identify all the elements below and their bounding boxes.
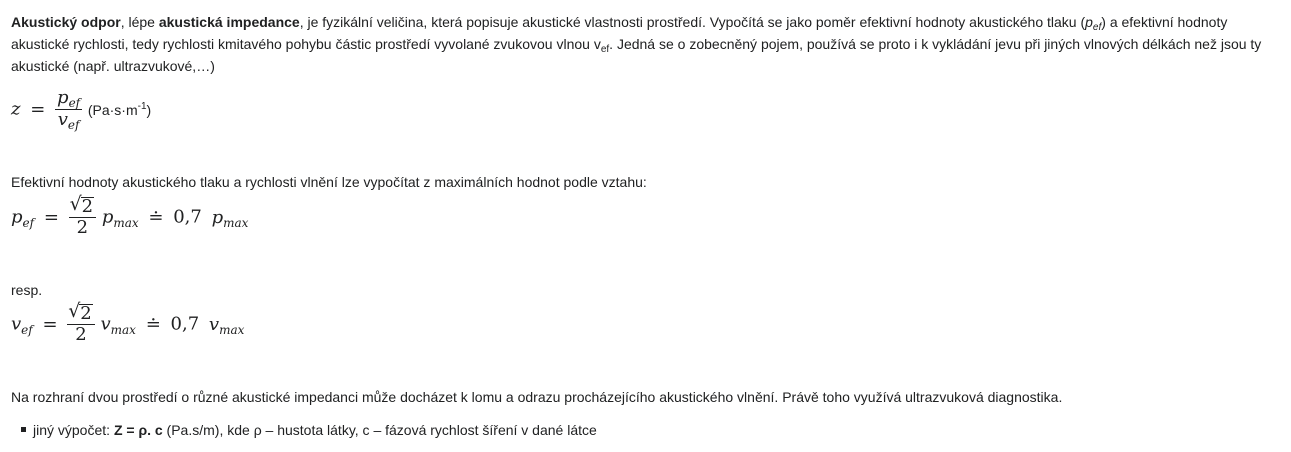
- formula-unit: $(Pa\cdot s\cdot m^{-1})$: [87, 100, 152, 118]
- term-akusticky-odpor: Akustický odpor: [11, 14, 121, 30]
- resp-text: resp.: [11, 282, 43, 298]
- square-root: √ 2: [68, 300, 92, 324]
- formula-impedance: z = $\frac{p_{ef}}{v_{ef}}$ $(Pa\cdot s\cdot m^{-1})$: [11, 87, 152, 132]
- list-item: jiný výpočet: Z = ρ. c (Pa.s/m), kde ρ – hustota látky, c – fázová rychlost šíření v dané látce: [11, 419, 597, 441]
- term-akusticka-impedance: akustická impedance: [158, 14, 300, 30]
- formula-velocity: $v_{ef}$ = √ 2 2 $v_{max}$ ≐ 0,7 $v_{max}$: [11, 300, 245, 345]
- bullet-square-icon: [21, 427, 26, 432]
- intro-paragraph: Akustický odpor, lépe akustická impedance, je fyzikální veličina, která popisuje akustické vlastnosti prostředí. Vypočítá se jako poměr efektivní hodnoty akustického tlaku $(p_{ef})$ a efektivní hodnoty akustické rychlosti, tedy rychlosti kmitavého pohybu částic prostředí vyvolané zvukovou vlnou $v_{ef}$. Jedná se o zobecněný pojem, používá se proto i k vykládání jevu při jiných vlnových délkách než jsou ty akustické (např. ultrazvukové,…): [11, 14, 1262, 74]
- interface-text: Na rozhraní dvou prostředí o různé akustické impedanci může docházet k lomu a odrazu procházejícího akustického vlnění. Právě toho využívá ultrazvuková diagnostika.: [11, 389, 1063, 405]
- symbol-p: p: [1085, 14, 1093, 30]
- square-root: √ 2: [69, 193, 94, 217]
- effective-values-text: Efektivní hodnoty akustického tlaku a rychlosti vlnění lze vypočítat z maximálních hodnot podle vztahu:: [11, 174, 647, 190]
- fraction-sqrt2-over-2: √ 2 2: [67, 304, 94, 345]
- formula-pressure: $p_{ef}$ = √ 2 2 $p_{max}$ ≐ 0,7 $p_{max}$: [11, 193, 249, 238]
- bullet-list: [11, 419, 597, 441]
- fraction-sqrt2-over-2: √ 2 2: [69, 197, 96, 238]
- fraction-p-over-v: $\frac{p_{ef}}{v_{ef}}$: [57, 87, 81, 132]
